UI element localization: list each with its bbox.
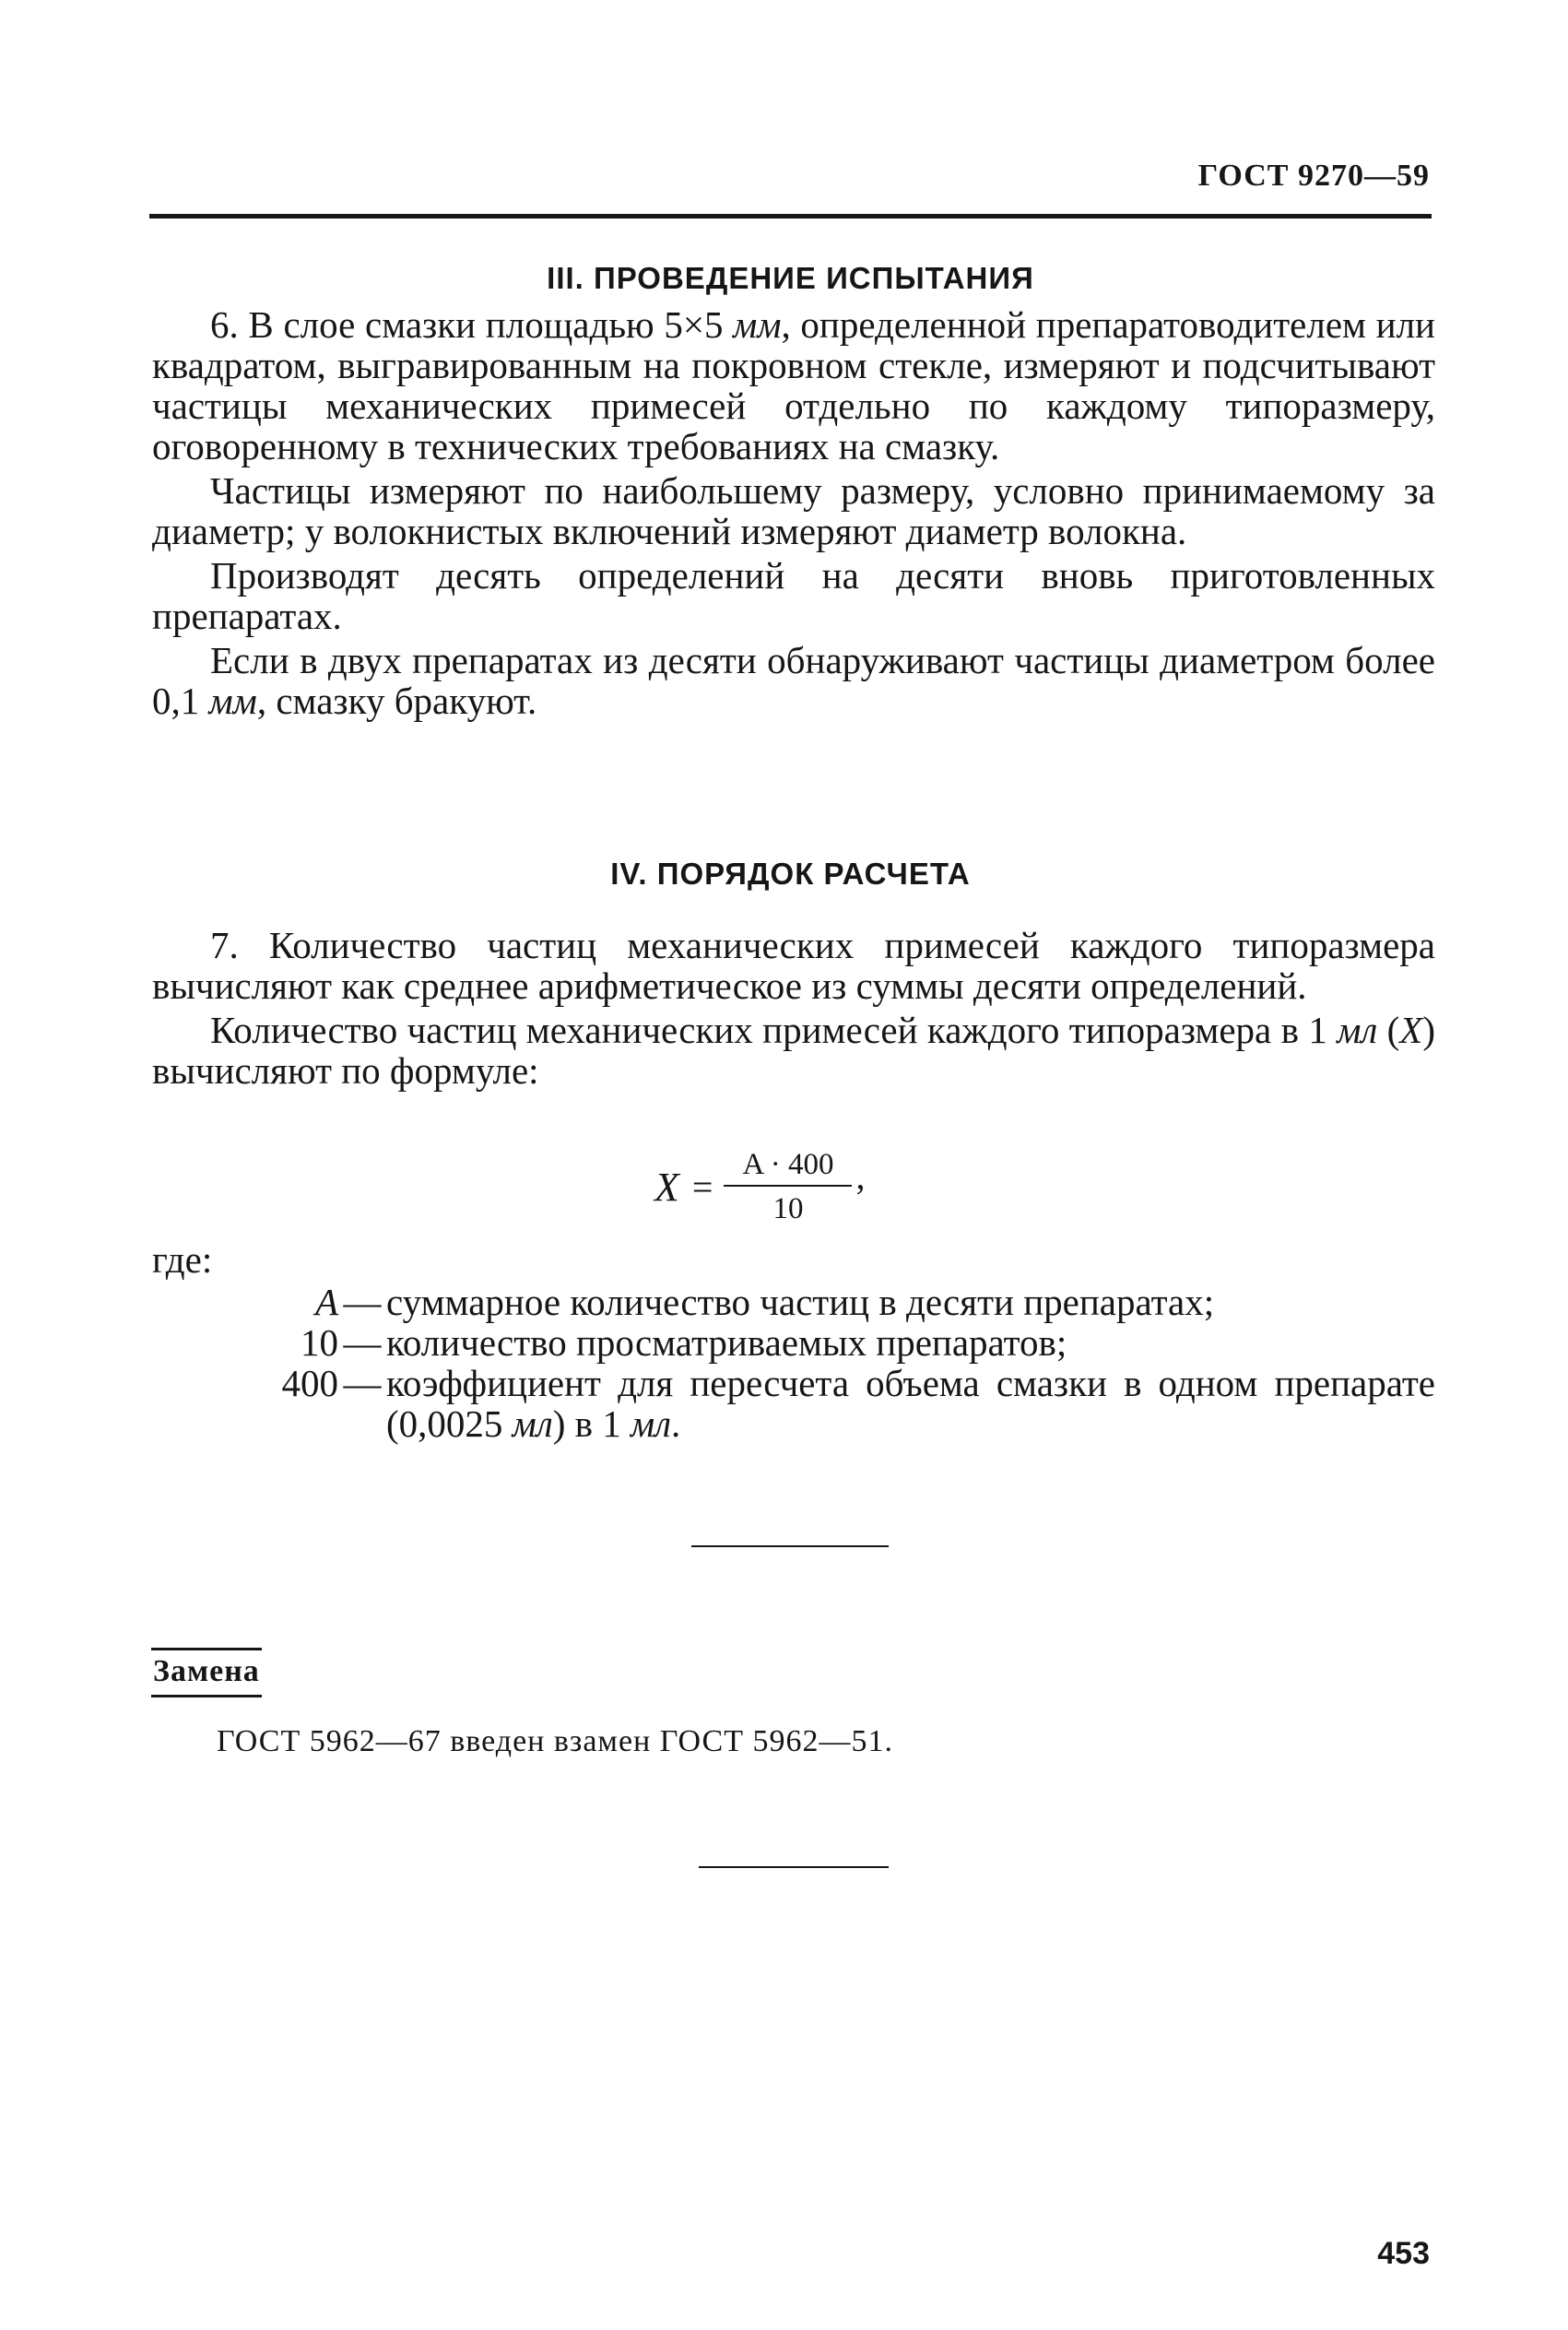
document-code: ГОСТ 9270—59	[1197, 159, 1430, 193]
section-3-title: III. ПРОВЕДЕНИЕ ИСПЫТАНИЯ	[547, 261, 1034, 295]
unit: мм	[733, 303, 782, 346]
section-3-body	[152, 304, 1435, 725]
unit: мл	[630, 1402, 672, 1445]
paragraph-7: 7. Количество частиц механических примесей каждого типоразмера вычисляют как среднее арифметическое из суммы десяти определений.	[152, 924, 1435, 1007]
formula-fraction	[724, 1148, 852, 1226]
definition-dash: —	[343, 1281, 382, 1323]
formula-denominator: 10	[772, 1192, 804, 1225]
definition-dash: —	[343, 1321, 382, 1364]
definition-item	[152, 1322, 1435, 1363]
text-run: Количество частиц механических примесей каждого типоразмера в 1	[210, 1009, 1338, 1051]
replacement-text: ГОСТ 5962—67 введен взамен ГОСТ 5962—51.	[217, 1724, 893, 1758]
page-number: 453	[1377, 2236, 1430, 2271]
definition-dash: —	[343, 1362, 382, 1404]
paragraph-6	[152, 304, 1435, 467]
separator-line	[691, 1545, 889, 1547]
paragraph-particles: Частицы измеряют по наибольшему размеру, условно принимаемому за диаметр; у волокнистых включений измеряют диаметр волокна.	[152, 469, 1435, 552]
text-run: ) в 1	[552, 1402, 631, 1445]
unit: мм	[208, 680, 257, 722]
definition-item	[152, 1282, 1435, 1322]
text-run: , определенной препаратоводителем или квадратом, выгравированным на покровном стекле, измеряют и подсчитывают частицы механических примесей отдельно по каждому типоразмеру, оговоренному в технических требованиях на смазку.	[152, 303, 1435, 467]
definition-symbol: 10	[301, 1321, 338, 1364]
formula	[654, 1148, 865, 1226]
definition-item	[152, 1363, 1435, 1444]
text-run: Если в двух препаратах из десяти обнаруживают частицы диаметром более 0,1	[152, 639, 1435, 722]
text-run: ) вычисляют по формуле:	[152, 1009, 1435, 1092]
replacement-label: Замена	[151, 1648, 262, 1697]
unit: мл	[512, 1402, 553, 1445]
definition-text	[386, 1363, 1435, 1444]
text-run: .	[671, 1402, 681, 1445]
definition-symbol: 400	[281, 1362, 338, 1404]
definitions-list	[152, 1282, 1435, 1444]
definition-text: количество просматриваемых препаратов;	[386, 1321, 1067, 1364]
paragraph-formula-intro	[152, 1010, 1435, 1091]
text-run: коэффициент для пересчета объема смазки в одном препарате (0,0025	[386, 1362, 1435, 1445]
separator-line	[699, 1866, 889, 1868]
header-rule	[149, 214, 1432, 219]
formula-lhs: X	[654, 1165, 679, 1210]
text-run: 6. В слое смазки площадью 5×5	[210, 303, 734, 346]
definition-symbol: A	[314, 1281, 338, 1323]
paragraph-determinations: Производят десять определений на десяти вновь приготовленных препаратах.	[152, 554, 1435, 637]
formula-numerator: A · 400	[724, 1148, 852, 1187]
variable: X	[1399, 1009, 1423, 1051]
section-4-title: IV. ПОРЯДОК РАСЧЕТА	[610, 857, 971, 891]
text-run: (	[1377, 1009, 1400, 1051]
unit: мл	[1337, 1009, 1378, 1051]
text-run: , смазку бракуют.	[256, 680, 537, 722]
formula-comma: ,	[855, 1155, 866, 1197]
section-4-body	[152, 925, 1435, 1094]
where-label: где:	[152, 1238, 213, 1281]
definition-text: суммарное количество частиц в десяти препаратах;	[386, 1281, 1215, 1323]
paragraph-reject	[152, 640, 1435, 721]
formula-equals: =	[691, 1166, 713, 1208]
